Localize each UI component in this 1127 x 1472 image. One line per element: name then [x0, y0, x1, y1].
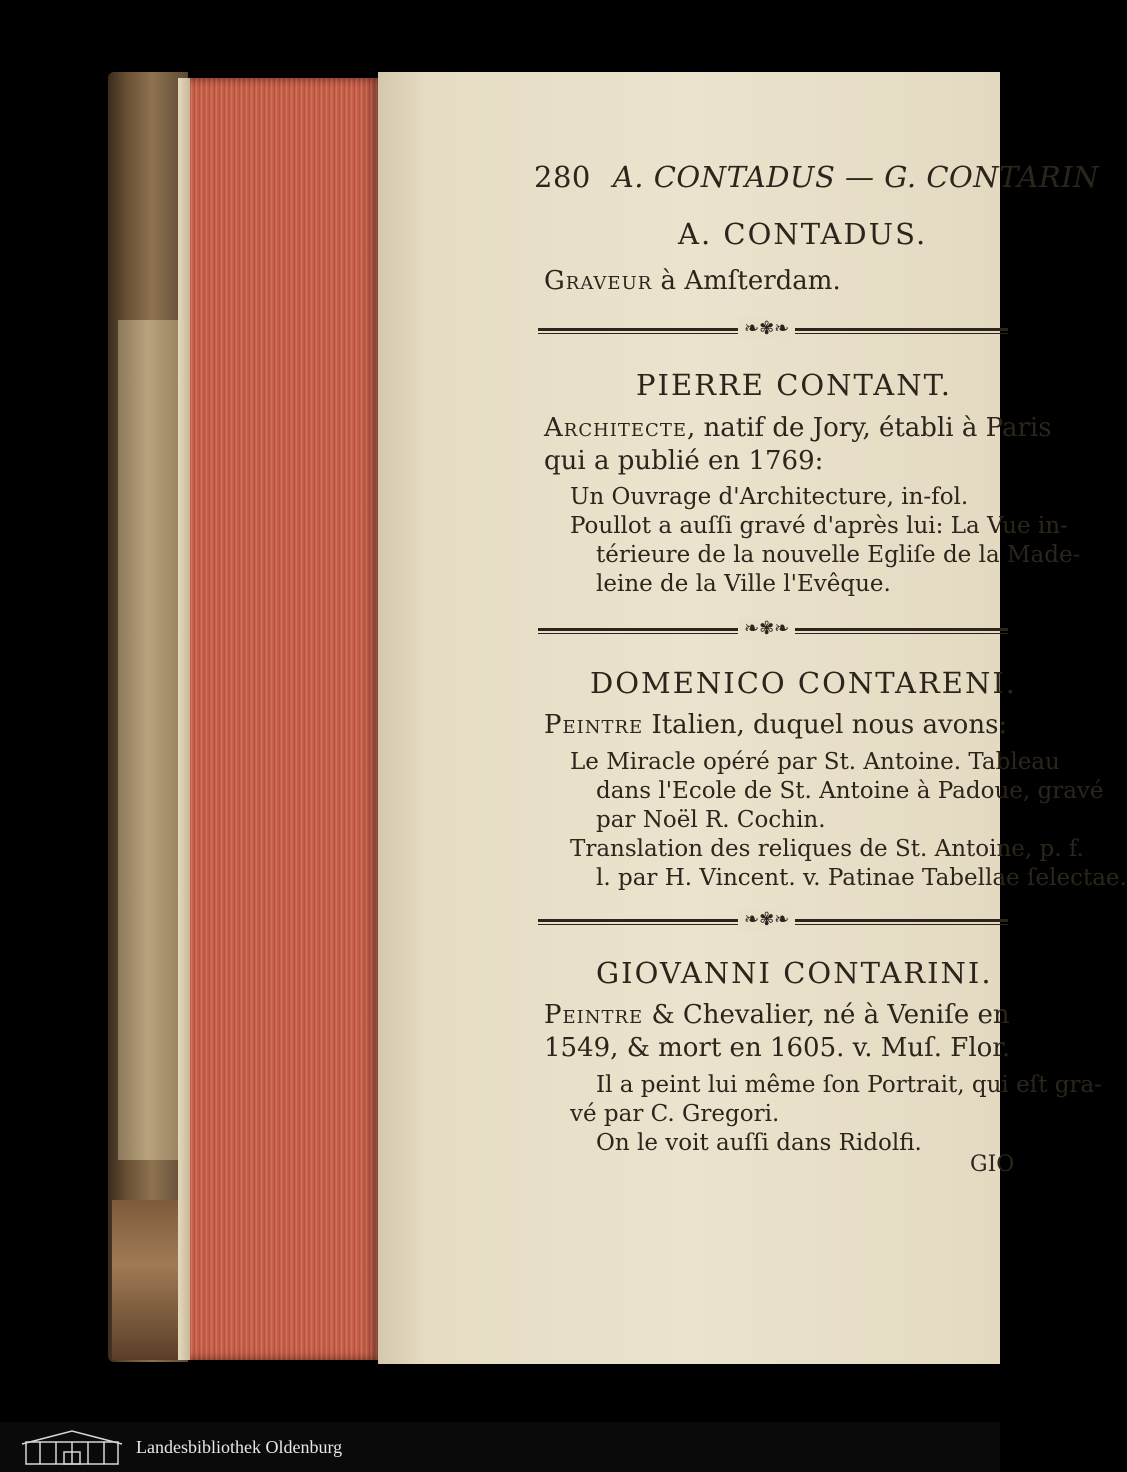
entry-text-line: Peintre Italien, duquel nous avons: [544, 710, 1008, 740]
entry-text-line: 1549, & mort en 1605. v. Muſ. Flor. [544, 1033, 1011, 1063]
entry-heading: DOMENICO CONTARENI. [590, 666, 1017, 700]
ornamental-rule: ❧✾❧ [538, 626, 1008, 636]
entry-text-line: Architecte, natif de Jory, établi à Paris [544, 413, 1052, 443]
work-line: Le Miracle opéré par St. Antoine. Tableau [570, 749, 1060, 775]
work-line: par Noël R. Cochin. [596, 807, 826, 833]
catchword: GIO [970, 1152, 1015, 1177]
work-line: dans l'Ecole de St. Antoine à Padoue, gravé [596, 778, 1104, 804]
entry-heading: GIOVANNI CONTARINI. [596, 956, 993, 990]
work-line: leine de la Ville l'Evêque. [596, 571, 891, 597]
running-header [534, 160, 1099, 194]
red-page-edges [178, 78, 378, 1360]
spine-label-panel [118, 320, 178, 1160]
ornamental-rule: ❧✾❧ [538, 326, 1008, 336]
work-line: Poullot a auſſi gravé d'après lui: La Vue in- [570, 513, 1068, 539]
ornamental-rule: ❧✾❧ [538, 917, 1008, 927]
work-line: térieure de la nouvelle Egliſe de la Made- [596, 542, 1081, 568]
book-page [378, 72, 1127, 1364]
work-line: l. par H. Vincent. v. Patinae Tabellae ſelectae. [596, 865, 1127, 891]
work-line: vé par C. Gregori. [570, 1101, 780, 1127]
work-line: Translation des reliques de St. Antoine, p. f. [570, 836, 1084, 862]
entry-text-line: Peintre & Chevalier, né à Veniſe en [544, 1000, 1010, 1030]
library-building-icon [20, 1428, 124, 1466]
library-footer-bar [0, 1422, 1000, 1472]
work-line: On le voit auſſi dans Ridolfi. [596, 1130, 922, 1156]
entry-heading: A. CONTADUS. [678, 217, 928, 251]
page-edge-board [178, 78, 190, 1360]
library-name: Landesbibliothek Oldenburg [136, 1437, 343, 1457]
entry-text-line: Graveur à Amſterdam. [544, 266, 841, 296]
spine-leather-bottom [112, 1200, 186, 1360]
running-head: A. CONTADUS — G. CONTARIN [612, 160, 1100, 194]
work-line: Un Ouvrage d'Architecture, in-fol. [570, 484, 969, 510]
page-number: 280 [534, 160, 591, 194]
entry-text-line: qui a publié en 1769: [544, 446, 824, 476]
entry-heading: PIERRE CONTANT. [636, 368, 952, 402]
work-line: Il a peint lui même ſon Portrait, qui eſt gra- [596, 1072, 1102, 1098]
